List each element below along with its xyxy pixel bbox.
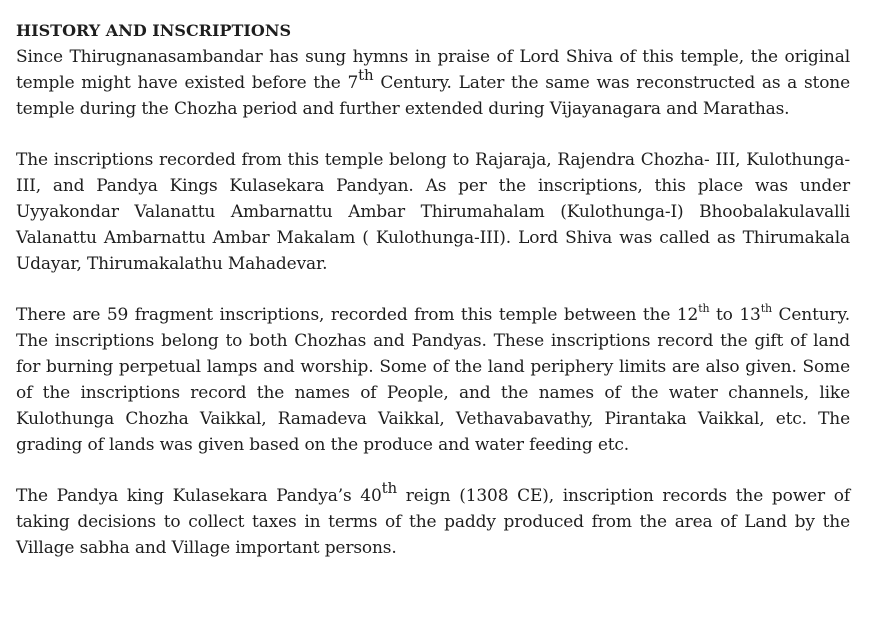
document-body [16,18,850,586]
ordinal-suffix: th [358,66,374,85]
paragraph-pandya-text-a: The Pandya king Kulasekara Pandya’s 40 [16,486,382,506]
paragraph-inscriptions: The inscriptions recorded from this temple belong to Rajaraja, Rajendra Chozha- III, Kulothunga-III, and Pandya Kings Kulasekara Pandyan. As per the inscriptions, this place was under Uyyakondar Valanattu Ambarnattu Ambar Thirumahalam (Kulothunga-I) Bhoobalakulavalli Valanattu Ambarnattu Ambar Makalam ( Kulothunga-III). Lord Shiva was called as Thirumakala Udayar, Thirumakalathu Mahadevar. [16,150,850,274]
paragraph-fragments-text-b: to 13 [709,305,761,325]
ordinal-suffix: th [698,302,710,316]
paragraph-fragments [16,302,850,458]
ordinal-suffix: th [381,479,397,498]
paragraph-pandya-reign [16,479,850,561]
paragraph-fragments-text-a: There are 59 fragment inscriptions, recorded from this temple between the 12 [16,305,699,325]
paragraph-pandya-text-b: reign (1308 CE), inscription records the power of taking decisions to collect taxes in terms of the paddy produced from the area of Land by the Village sabha and Village important persons. [16,486,850,558]
paragraph-history-text-a: Since Thirugnanasambandar has sung hymns in praise of Lord Shiva of this temple, the original temple might have existed before the 7 [16,47,850,93]
paragraph-fragments-text-c: Century. The inscriptions belong to both Chozhas and Pandyas. These inscriptions record the gift of land for burning perpetual lamps and worship. Some of the land periphery limits are also given. Some of the inscriptions record the names of People, and the names of the water channels, like Kulothunga Chozha Vaikkal, Ramadeva Vaikkal, Vethavabavathy, Pirantaka Vaikkal, etc. The grading of lands was given based on the produce and water feeding etc. [16,305,850,455]
section-heading: HISTORY AND INSCRIPTIONS [16,21,291,40]
ordinal-suffix: th [760,302,772,316]
paragraph-history-text-b: Century. Later the same was reconstructed as a stone temple during the Chozha period and further extended during Vijayanagara and Marathas. [16,73,850,119]
paragraph-history [16,44,850,122]
